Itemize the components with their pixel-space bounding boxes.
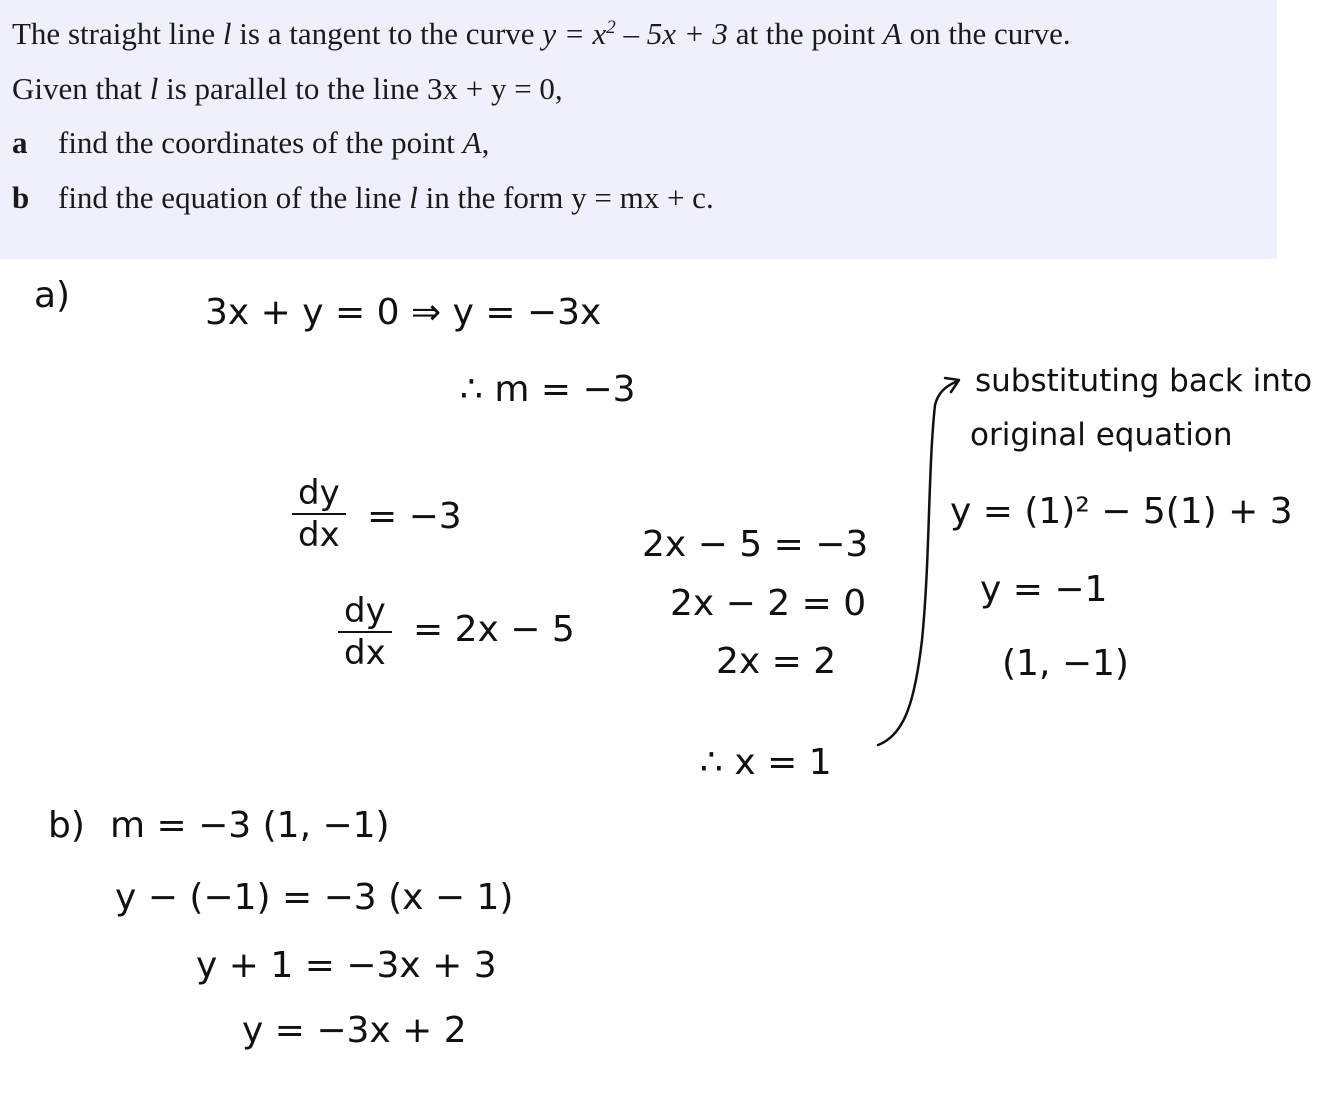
part-b-label: b)	[48, 805, 85, 846]
equation-step-2: 2x − 2 = 0	[670, 583, 867, 624]
fraction-denominator: dx	[298, 515, 340, 555]
solution-step-gradient: ∴ m = −3	[460, 369, 636, 410]
substitution-result: y = −1	[980, 569, 1108, 610]
equation-step-3: 2x = 2	[716, 641, 837, 682]
derivative-expression: = 2x − 5	[413, 609, 575, 650]
bracket-curve	[878, 381, 958, 745]
derivative-value: = −3	[367, 496, 462, 537]
fraction-numerator: dy	[344, 591, 386, 631]
question-part-a: a find the coordinates of the point A,	[12, 125, 490, 160]
equation-result: ∴ x = 1	[700, 742, 832, 783]
side-note-line-2: original equation	[970, 417, 1233, 453]
part-b-point-slope: y − (−1) = −3 (x − 1)	[115, 877, 514, 918]
part-b-final-equation: y = −3x + 2	[242, 1010, 467, 1051]
equation-step-1: 2x − 5 = −3	[642, 524, 869, 565]
question-line-2: Given that l is parallel to the line 3x + y = 0,	[12, 71, 563, 106]
point-a-coordinates: (1, −1)	[1002, 643, 1129, 684]
substitution-step: y = (1)² − 5(1) + 3	[950, 491, 1293, 532]
fraction-numerator: dy	[298, 473, 340, 513]
question-part-b: b find the equation of the line l in the form y = mx + c.	[12, 180, 714, 215]
solution-step-rearrange: 3x + y = 0 ⇒ y = −3x	[205, 292, 602, 333]
part-a-label: a)	[34, 275, 71, 316]
part-b-given: m = −3 (1, −1)	[110, 805, 390, 846]
part-b-expand: y + 1 = −3x + 3	[196, 945, 497, 986]
question-line-1: The straight line l is a tangent to the curve $y = x^2 - 5x + 3$ at the point A on the curve.	[12, 16, 1071, 51]
fraction-denominator: dx	[344, 633, 386, 673]
side-note-line-1: substituting back into	[975, 363, 1313, 399]
